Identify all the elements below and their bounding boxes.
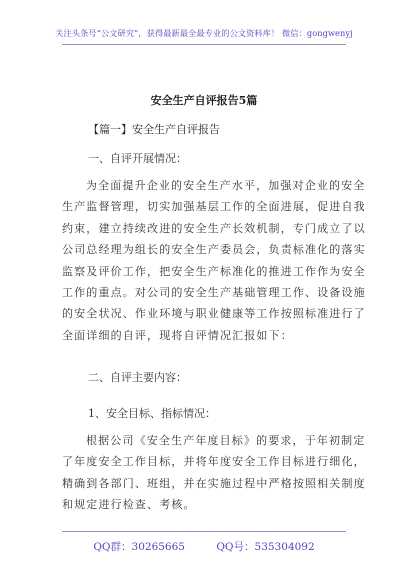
paragraph-line: 生产监督管理，切实加强基层工作的全面进展，促进自我 [62,200,366,214]
paragraph-line: 精确到各部门、班组，并在实施过程中严格按照相关制度 [62,476,366,490]
footer-qq-number: QQ号：535304092 [216,541,315,553]
paragraph-line: 了年度安全工作目标，并将年度安全工作目标进行细化， [62,455,366,469]
document-title: 安全生产自评报告5篇 [150,94,258,107]
paragraph-line: 监察及评价工作，把安全生产标准化的推进工作作为安全 [62,264,366,278]
paragraph-targets [62,430,366,516]
subheading-safety-targets: 1、安全目标、指标情况： [88,407,216,420]
paragraph-line: 为全面提升企业的安全生产水平，加强对企业的安全 [86,179,366,192]
subheading-main-content: 二、自评主要内容： [88,371,187,384]
paragraph-line: 工作的重点。对公司的安全生产基础管理工作、设备设施 [62,285,366,299]
paragraph-line: 全面详细的自评，现将自评情况汇报如下： [62,328,293,342]
paragraph-line: 根据公司《安全生产年度目标》的要求，于年初制定 [86,434,366,447]
subheading-self-assessment: 一、自评开展情况： [88,152,187,165]
footer-qq-group: QQ群：30265665 [93,541,185,553]
section-heading: 【篇一】安全生产自评报告 [88,123,220,136]
paragraph-line: 的安全状况、作业环境与职业健康等工作按照标准进行了 [62,307,366,321]
paragraph-line: 公司总经理为组长的安全生产委员会，负责标准化的落实 [62,243,366,257]
header-promo-note: 关注头条号“公文研究”，获得最新最全最专业的公文资料库！ 微信：gongwenyj [55,28,353,38]
paragraph-line: 约束，建立持续改进的安全生产长效机制，专门成立了以 [62,221,366,235]
paragraph-line: 和规定进行检查、考核。 [62,498,196,512]
paragraph-intro [62,175,366,346]
header-divider [62,44,346,45]
footer-divider [62,531,346,532]
footer-contact [0,539,408,554]
